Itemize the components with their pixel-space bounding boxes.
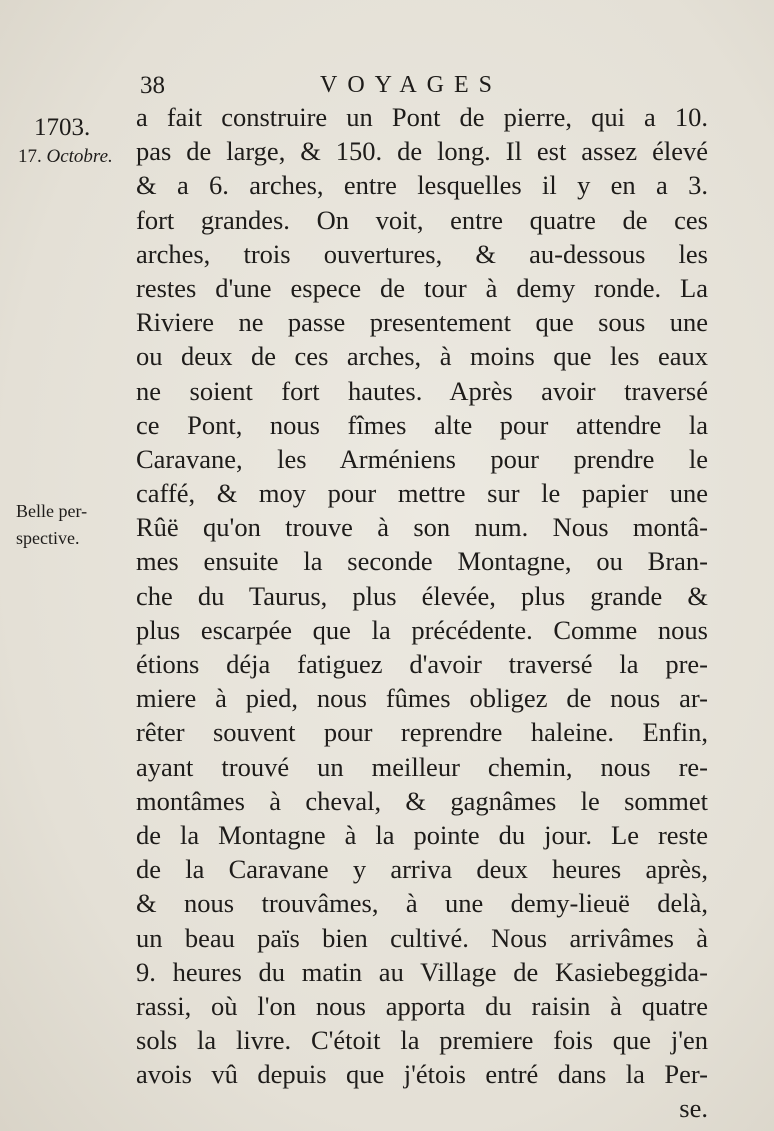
text-line: montâmes à cheval, & gagnâmes le sommet bbox=[136, 785, 708, 816]
text-line: rêter souvent pour reprendre haleine. Enfin, bbox=[136, 717, 708, 748]
text-line: a fait construire un Pont de pierre, qui a 10. bbox=[136, 102, 708, 132]
running-head: VOYAGES bbox=[320, 72, 503, 98]
text-line: caffé, & moy pour mettre sur le papier une bbox=[136, 478, 708, 509]
sidenote-line: spective. bbox=[16, 528, 80, 548]
text-line: ne soient fort hautes. Après avoir traversé bbox=[136, 375, 708, 406]
text-line: 9. heures du matin au Village de Kasiebeggida- bbox=[136, 956, 708, 987]
text-line: fort grandes. On voit, entre quatre de ces bbox=[136, 204, 708, 235]
text-line: de la Montagne à la pointe du jour. Le reste bbox=[136, 819, 708, 850]
text-line: ou deux de ces arches, à moins que les eaux bbox=[136, 341, 708, 372]
margin-date bbox=[18, 146, 113, 168]
text-line: che du Taurus, plus élevée, plus grande & bbox=[136, 580, 708, 611]
page-number: 38 bbox=[140, 72, 165, 99]
body-text bbox=[136, 100, 708, 1126]
margin-date-day: 17. bbox=[18, 146, 42, 167]
text-line: pas de large, & 150. de long. Il est assez élevé bbox=[136, 136, 708, 167]
text-line: plus escarpée que la précédente. Comme nous bbox=[136, 614, 708, 645]
margin-sidenote bbox=[16, 498, 87, 552]
text-line: restes d'une espece de tour à demy ronde. La bbox=[136, 272, 708, 303]
margin-year: 1703. bbox=[34, 114, 91, 141]
text-line: avois vû depuis que j'étois entré dans la Per- bbox=[136, 1059, 708, 1090]
text-line: sols la livre. C'étoit la premiere fois que j'en bbox=[136, 1025, 708, 1056]
text-line: miere à pied, nous fûmes obligez de nous ar- bbox=[136, 683, 708, 714]
text-line: se. bbox=[679, 1093, 708, 1124]
sidenote-line: Belle per- bbox=[16, 501, 88, 521]
text-line: Caravane, les Arméniens pour prendre le bbox=[136, 443, 708, 474]
text-line: & a 6. arches, entre lesquelles il y en a 3. bbox=[136, 170, 708, 201]
text-line: de la Caravane y arriva deux heures après, bbox=[136, 854, 708, 885]
text-line: ce Pont, nous fîmes alte pour attendre la bbox=[136, 409, 708, 440]
text-line: un beau païs bien cultivé. Nous arrivâmes à bbox=[136, 922, 708, 953]
text-line: rassi, où l'on nous apporta du raisin à quatre bbox=[136, 990, 708, 1021]
text-line: arches, trois ouvertures, & au-dessous les bbox=[136, 238, 708, 269]
text-line: & nous trouvâmes, à une demy-lieuë delà, bbox=[136, 888, 708, 919]
text-line: mes ensuite la seconde Montagne, ou Bran- bbox=[136, 546, 708, 577]
margin-date-month: Octobre. bbox=[46, 146, 113, 167]
text-line: étions déja fatiguez d'avoir traversé la pre- bbox=[136, 649, 708, 679]
text-line: Riviere ne passe presentement que sous une bbox=[136, 307, 708, 338]
text-line: Rûë qu'on trouve à son num. Nous montâ- bbox=[136, 512, 708, 543]
text-line: ayant trouvé un meilleur chemin, nous re- bbox=[136, 751, 708, 782]
